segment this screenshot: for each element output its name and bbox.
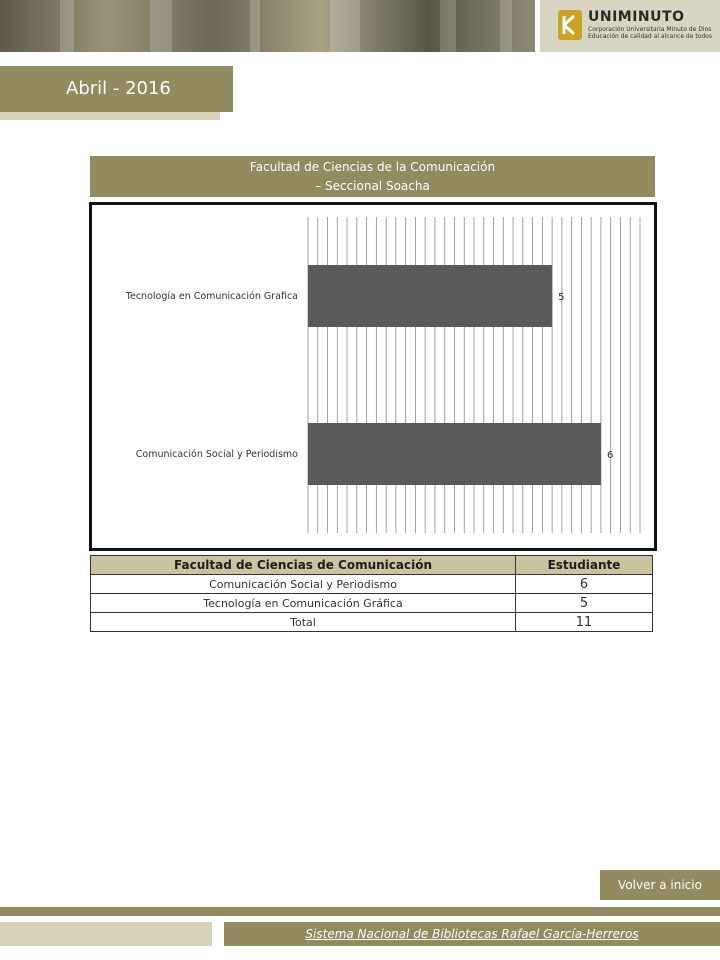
- table-cell-total-count: 11: [516, 613, 653, 632]
- section-title-line1: Facultad de Ciencias de la Comunicación: [249, 159, 496, 174]
- section-title: [90, 156, 655, 197]
- bar-1: [308, 423, 601, 485]
- footer-left-block: [0, 922, 212, 946]
- students-table: [90, 555, 653, 632]
- table-header-row: [91, 556, 653, 575]
- section-title-line2: – Seccional Soacha: [315, 178, 430, 193]
- brand-tagline-2: Educación de calidad al alcance de todos: [588, 33, 712, 40]
- data-label: 5: [558, 292, 565, 303]
- category-label: Tecnología en Comunicación Grafica: [125, 291, 298, 302]
- uniminuto-logo-icon: [558, 8, 582, 42]
- date-tab: [0, 66, 233, 112]
- footer-divider: [0, 907, 720, 916]
- table-cell-count: 5: [516, 594, 653, 613]
- header-banner-image: [0, 0, 535, 52]
- table-row: [91, 594, 653, 613]
- back-to-home-button[interactable]: Volver a inicio: [600, 870, 720, 900]
- table-cell-count: 6: [516, 575, 653, 594]
- bar-0: [308, 265, 552, 327]
- date-label: Abril - 2016: [66, 78, 171, 99]
- table-header-program: Facultad de Ciencias de Comunicación: [91, 556, 516, 575]
- table-row: [91, 575, 653, 594]
- table-header-students: Estudiante: [516, 556, 653, 575]
- table-cell-program: Tecnología en Comunicación Gráfica: [91, 594, 516, 613]
- brand-logo: [540, 0, 720, 52]
- bar-chart-svg: [92, 205, 654, 548]
- brand-name: UNIMINUTO: [588, 9, 685, 25]
- system-name-link[interactable]: Sistema Nacional de Bibliotecas Rafael García-Herreros: [224, 922, 720, 946]
- table-cell-total-label: Total: [91, 613, 516, 632]
- bar-chart: [89, 202, 657, 551]
- brand-tagline-1: Corporación Universitaria Minuto de Dios: [588, 26, 712, 33]
- category-label: Comunicación Social y Periodismo: [135, 449, 298, 460]
- table-cell-program: Comunicación Social y Periodismo: [91, 575, 516, 594]
- brand-tagline: [588, 26, 716, 40]
- data-label: 6: [606, 450, 614, 461]
- table-row-total: [91, 613, 653, 632]
